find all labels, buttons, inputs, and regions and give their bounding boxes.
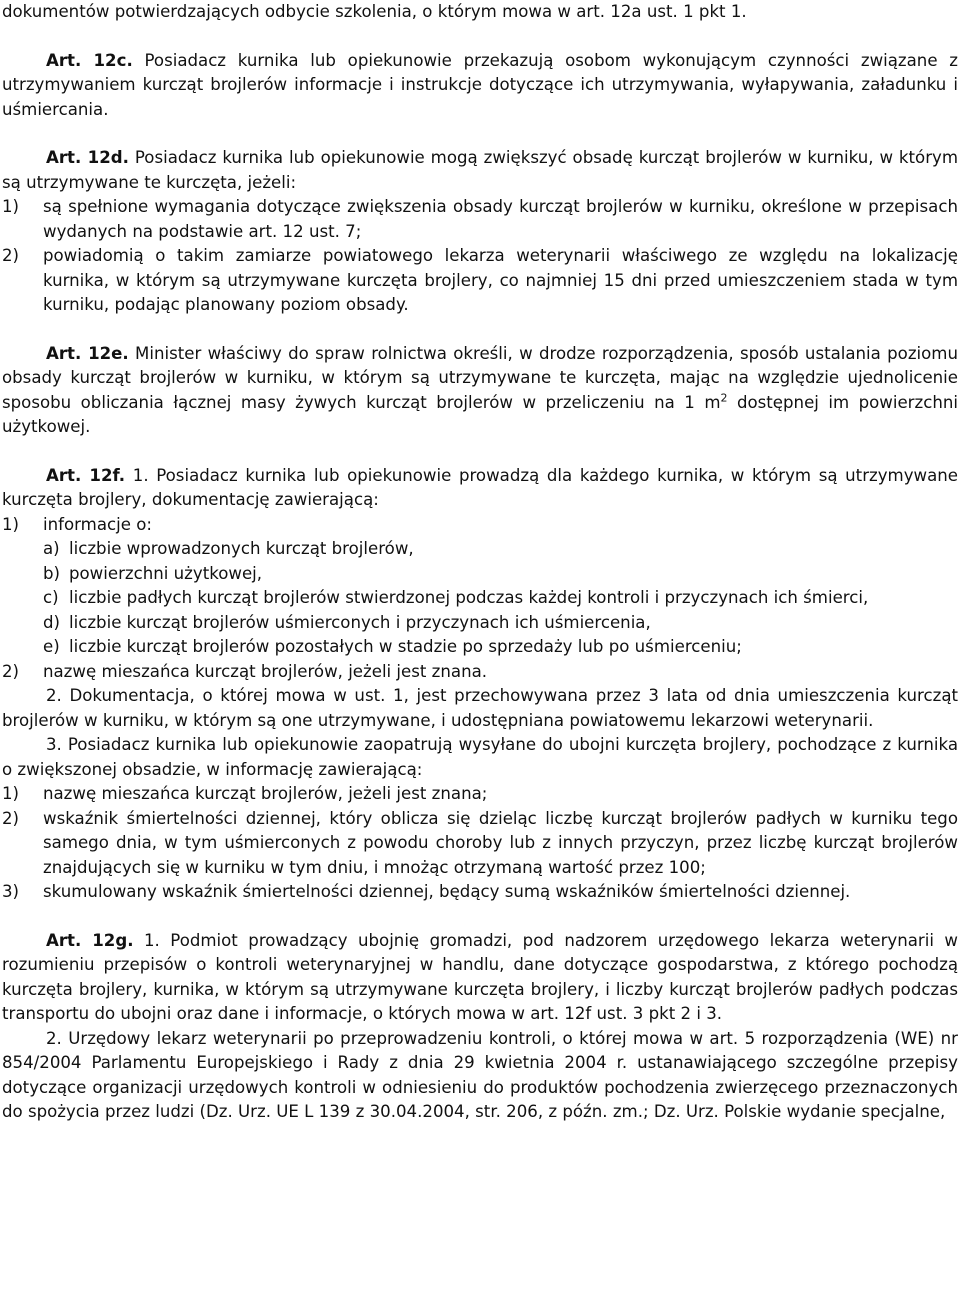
- art-12f-ust-3: 3. Posiadacz kurnika lub opiekunowie zaopatrują wysyłane do ubojni kurczęta brojlery, pochodzące z kurnika o zwiększonej obsadzie, w informację zawierającą:: [2, 735, 958, 779]
- art-12f-ust-3-item-1: [2, 782, 958, 807]
- art-12d-text: Posiadacz kurnika lub opiekunowie mogą zwiększyć obsadę kurcząt brojlerów w kurniku, w którym są utrzymywane te kurczęta, jeżeli:: [2, 148, 959, 192]
- art-12e-text-1: Minister właściwy do spraw rolnictwa określi, w drodze rozporządzenia, sposób ustalania poziomu obsady kurcząt brojlerów w kurniku, w którym są utrzymywane te kurczęta, mając na względzie ujednolicenie sposobu obliczania łącznej masy żywych kurcząt brojlerów w przeliczeniu na 1 m: [2, 343, 958, 412]
- art-12f-subitem-a: [43, 537, 958, 562]
- sublist-letter: d): [43, 612, 61, 632]
- sublist-text: liczbie kurcząt brojlerów pozostałych w stadzie po sprzedaży lub po uśmierceniu;: [69, 637, 742, 656]
- art-12f-subitem-d: [43, 611, 958, 636]
- list-number: 2): [2, 246, 20, 265]
- list-number: 2): [2, 808, 20, 828]
- sublist-letter: b): [43, 563, 61, 583]
- art-12d-paragraph: [2, 146, 958, 195]
- superscript-2: 2: [720, 390, 728, 404]
- art-12f-label: Art. 12f.: [46, 465, 126, 485]
- art-12e-label: Art. 12e.: [46, 343, 129, 363]
- list-number: 3): [2, 882, 20, 901]
- art-12e-paragraph: [2, 342, 958, 440]
- sublist-text: liczbie kurcząt brojlerów uśmierconych i przyczynach ich uśmiercenia,: [69, 612, 651, 632]
- art-12e-text-2: dostępnej im powierzchni użytkowej.: [2, 392, 958, 436]
- top-continuation-text: dokumentów potwierdzających odbycie szkolenia, o którym mowa w art. 12a ust. 1 pkt 1.: [2, 2, 747, 21]
- art-12f-paragraph: [2, 464, 958, 513]
- sublist-letter: a): [43, 539, 60, 558]
- art-12f-ust-3-item-2: [2, 807, 958, 881]
- art-12g-label: Art. 12g.: [46, 930, 134, 950]
- art-12f-subitem-c: [43, 586, 958, 611]
- art-12f-subitem-e: [43, 635, 958, 660]
- art-12g-ust-1: 1. Podmiot prowadzący ubojnię gromadzi, pod nadzorem urzędowego lekarza weterynarii w rozumieniu przepisów o kontroli weterynaryjnej w handlu, dane dotyczące gospodarstwa, z którego pochodzą kurczęta brojlery, kurnika, w którym są utrzymywane kurczęta brojlery, i liczby kurcząt brojlerów padłych podczas transportu do ubojni oraz dane i informacje, o których mowa w art. 12f ust. 3 pkt 2 i 3.: [2, 930, 958, 1023]
- art-12f-ust-1: 1. Posiadacz kurnika lub opiekunowie prowadzą dla każdego kurnika, w którym są utrzymywane kurczęta brojlery, dokumentację zawierającą:: [2, 465, 958, 509]
- list-text: skumulowany wskaźnik śmiertelności dziennej, będący sumą wskaźników śmiertelności dziennej.: [43, 882, 851, 901]
- list-text: nazwę mieszańca kurcząt brojlerów, jeżeli jest znana.: [43, 661, 488, 681]
- art-12d-label: Art. 12d.: [46, 148, 129, 167]
- list-number: 2): [2, 661, 20, 681]
- list-number: 1): [2, 784, 20, 803]
- art-12f-item-2: [2, 660, 958, 685]
- sublist-text: liczbie wprowadzonych kurcząt brojlerów,: [69, 539, 414, 558]
- art-12g-ust-2: 2. Urzędowy lekarz weterynarii po przeprowadzeniu kontroli, o której mowa w art. 5 rozporządzenia (WE) nr 854/2004 Parlamentu Europejskiego i Rady z dnia 29 kwietnia 2004 r. ustanawiającego szczególne przepisy dotyczące organizacji urzędowych kontroli w odniesieniu do produktów pochodzenia zwierzęcego przeznaczonych do spożycia przez ludzi (Dz. Urz. UE L 139 z 30.04.2004, str. 206, z późn. zm.; Dz. Urz. Polskie wydanie specjalne,: [2, 1028, 958, 1121]
- sublist-text: powierzchni użytkowej,: [69, 563, 263, 583]
- list-number: 1): [2, 514, 20, 534]
- art-12d-item-1: [2, 195, 958, 244]
- sublist-letter: e): [43, 637, 60, 656]
- sublist-text: liczbie padłych kurcząt brojlerów stwierdzonej podczas każdej kontroli i przyczynach ich śmierci,: [69, 588, 869, 607]
- art-12d-item-2: [2, 244, 958, 318]
- list-text: są spełnione wymagania dotyczące zwiększenia obsady kurcząt brojlerów w kurniku, określone w przepisach wydanych na podstawie art. 12 ust. 7;: [43, 197, 958, 241]
- art-12f-item-1: [2, 513, 958, 538]
- sublist-letter: c): [43, 588, 59, 607]
- art-12f-ust-3-item-3: [2, 880, 958, 905]
- art-12g-paragraph: [2, 929, 958, 1027]
- list-text: wskaźnik śmiertelności dziennej, który oblicza się dzieląc liczbę kurcząt brojlerów padłych w kurniku tego samego dnia, w tym uśmierconych z powodu choroby lub z innych przyczyn, przez liczbę kurcząt brojlerów znajdujących się w kurniku w tym dniu, i mnożąc otrzymaną wartość przez 100;: [43, 808, 958, 877]
- art-12c-paragraph: [2, 49, 958, 123]
- art-12c-text: Posiadacz kurnika lub opiekunowie przekazują osobom wykonującym czynności związane z utrzymywaniem kurcząt brojlerów informacje i instrukcje dotyczące ich utrzymywania, wyłapywania, załadunku i uśmiercania.: [2, 50, 958, 119]
- list-text: powiadomią o takim zamiarze powiatowego lekarza weterynarii właściwego ze względu na lokalizację kurnika, w którym są utrzymywane kurczęta brojlery, co najmniej 15 dni przed umieszczeniem stada w tym kurniku, podając planowany poziom obsady.: [43, 246, 958, 314]
- art-12f-ust-2: 2. Dokumentacja, o której mowa w ust. 1, jest przechowywana przez 3 lata od dnia umieszczenia kurcząt brojlerów w kurniku, w którym są one utrzymywane, i udostępniana powiatowemu lekarzowi weterynarii.: [2, 686, 958, 730]
- list-text: nazwę mieszańca kurcząt brojlerów, jeżeli jest znana;: [43, 784, 488, 803]
- list-number: 1): [2, 197, 20, 216]
- list-text: informacje o:: [43, 514, 152, 534]
- art-12c-label: Art. 12c.: [46, 50, 133, 70]
- art-12f-subitem-b: [43, 562, 958, 587]
